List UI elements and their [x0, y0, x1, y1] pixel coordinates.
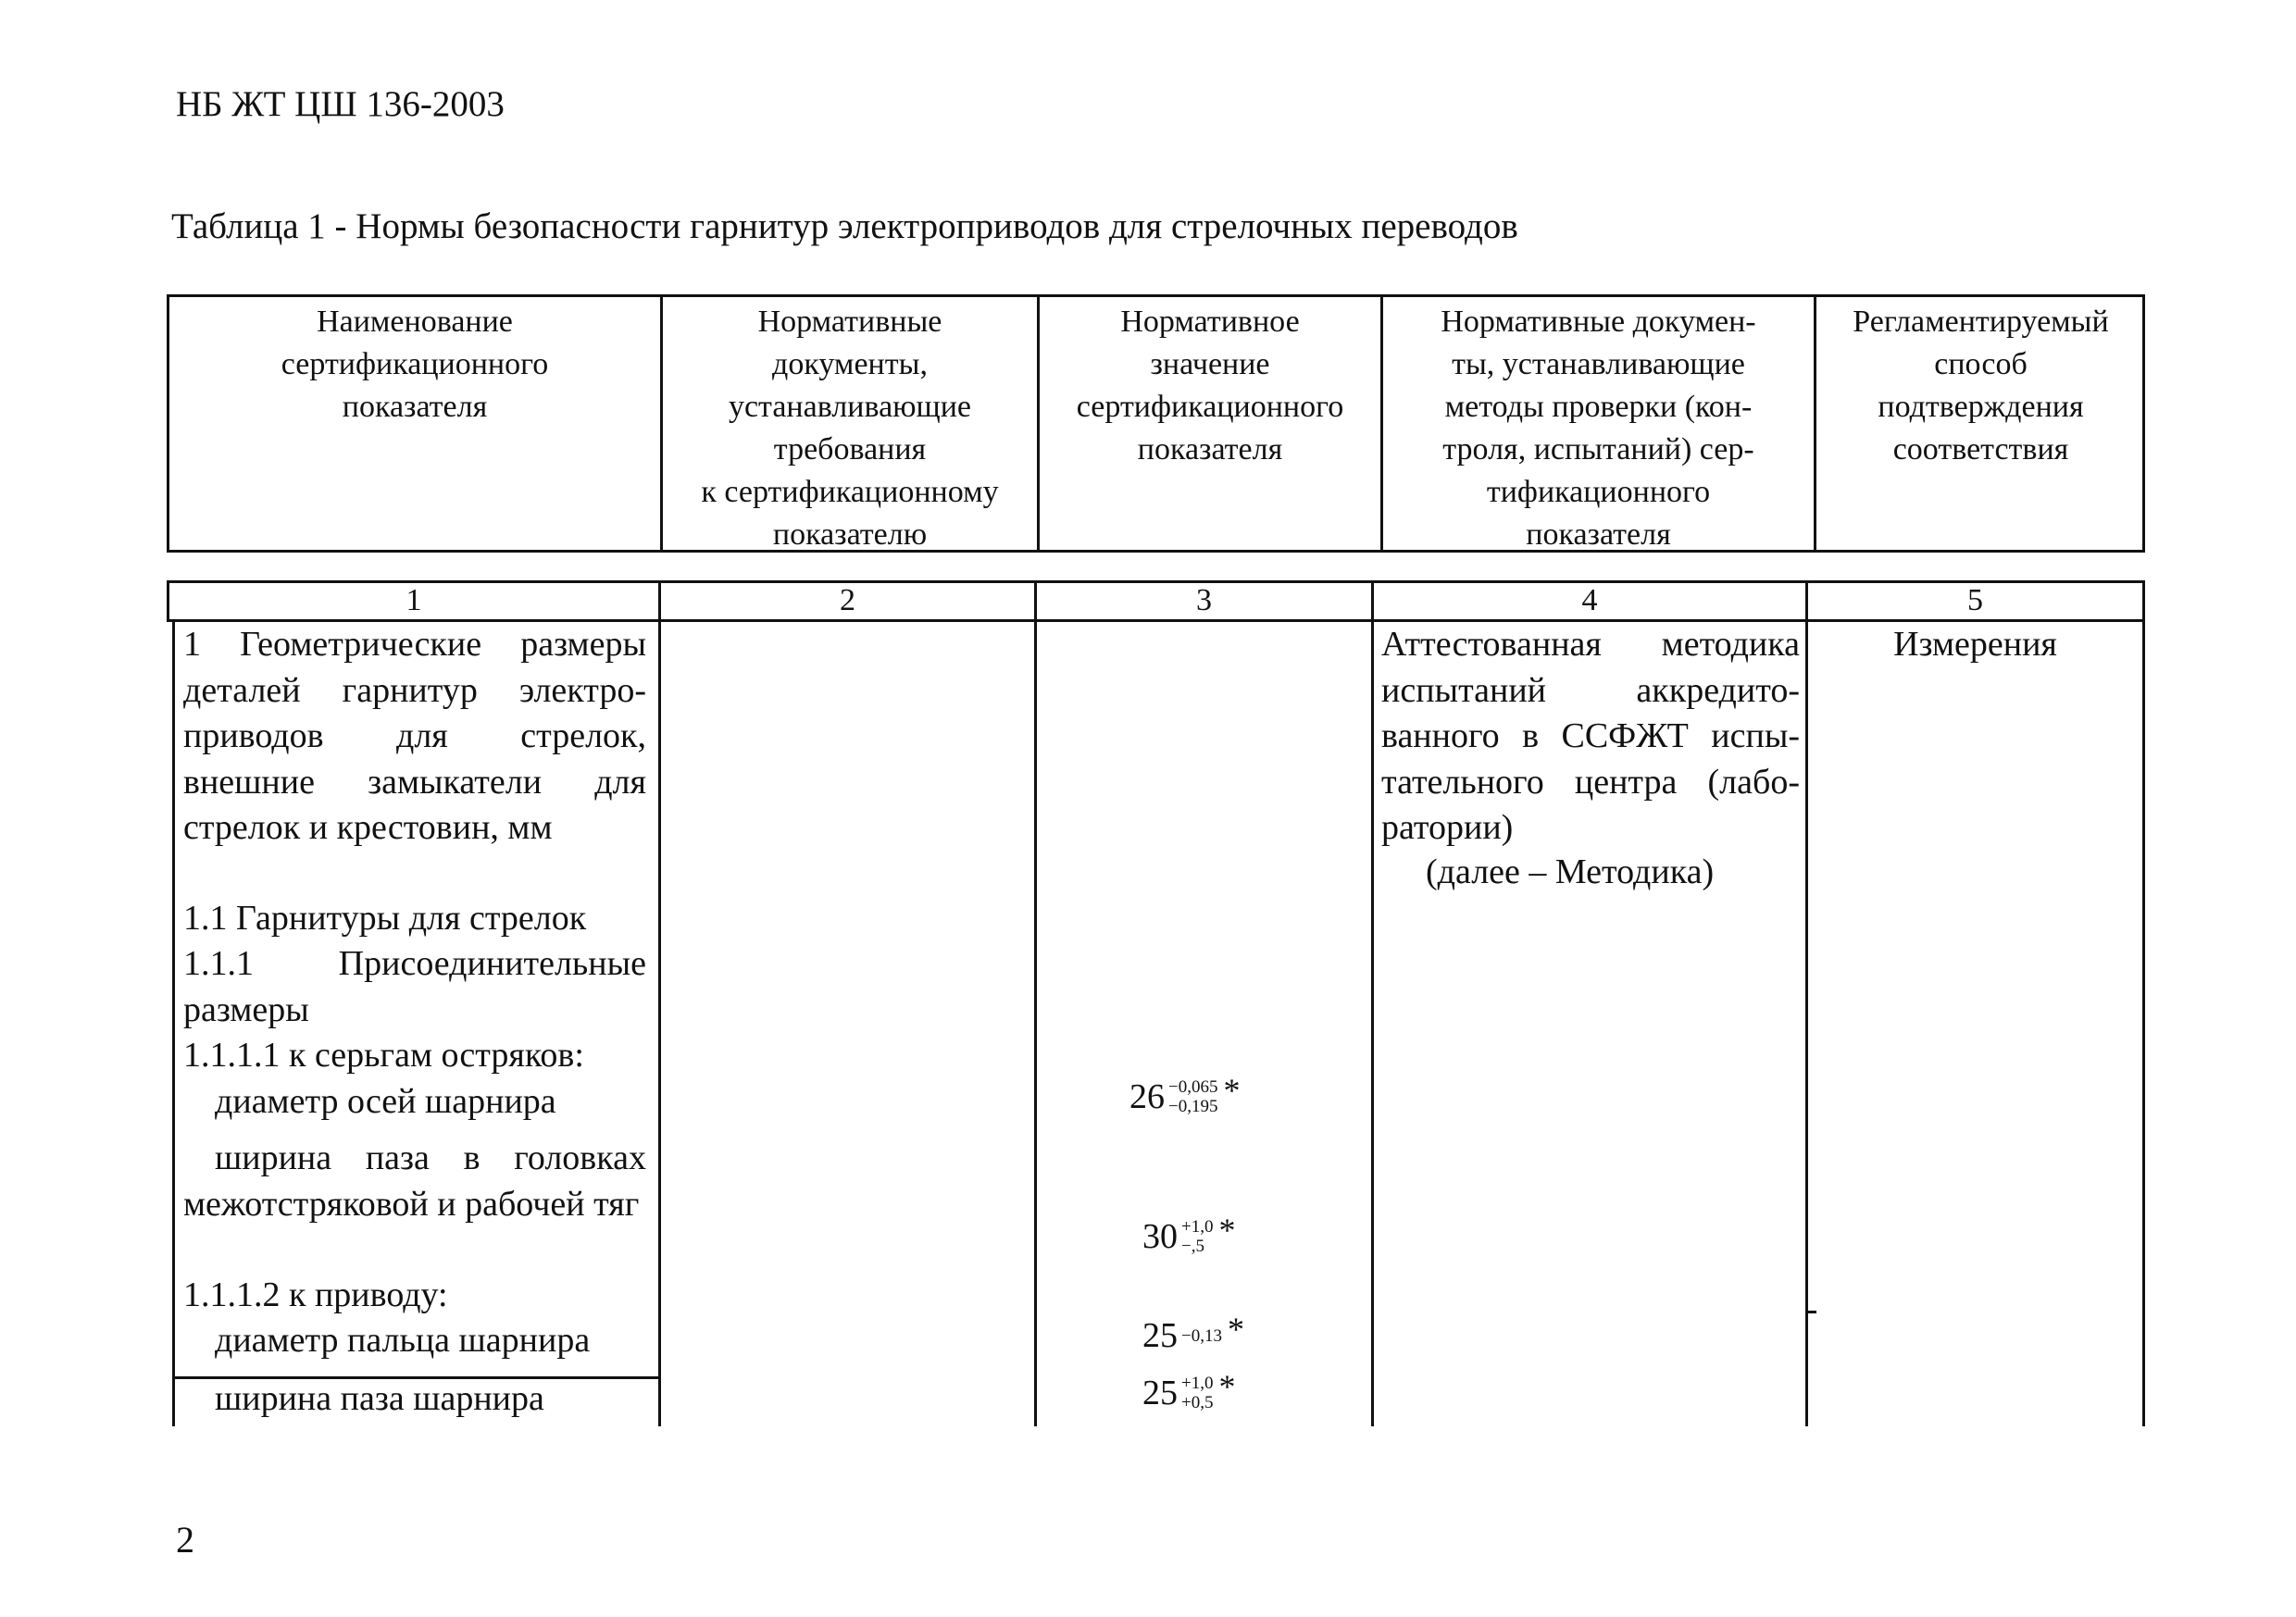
column-divider: [1034, 580, 1037, 1426]
confirmation-method: Измерения: [1893, 625, 2057, 664]
table-caption: Таблица 1 - Нормы безопасности гарнитур электроприводов для стрелочных переводов: [171, 206, 1518, 246]
section-1-1-1-title: 1.1.1 Присоединительные размеры: [183, 944, 646, 1029]
test-method-note: (далее – Методика): [1426, 852, 1715, 891]
column-divider: [658, 580, 661, 1426]
slot-width-hinge-label: ширина паза шарнира: [215, 1379, 544, 1418]
finger-diameter-label: диаметр пальца шарнира: [215, 1321, 591, 1360]
slot-width-heads-label: ширина паза в головках межотстряковой и рабочей тяг: [183, 1138, 646, 1224]
header-cell-requirements-docs: Нормативные документы, устанавливающие требования к сертификационному показателю: [701, 305, 999, 552]
test-method-text: Аттестованная методика испытаний аккредито-ванного в ССФЖТ испы-тательного центра (лабо-ратории): [1381, 625, 1800, 847]
slot-width-heads-value: 30 +1,0 −,5 *: [1142, 1212, 1236, 1257]
header-cell-method-docs: Нормативные докумен- ты, устанавливающие методы проверки (кон- троля, испытаний) сер- тификационного показателя: [1441, 305, 1756, 552]
column-number: 1: [406, 583, 422, 617]
section-1-1-title: 1.1 Гарнитуры для стрелок: [183, 899, 587, 938]
column-divider: [1371, 580, 1374, 1426]
header-cell-name: Наименование сертификационного показателя: [281, 305, 549, 424]
column-number: 3: [1196, 583, 1212, 617]
column-number: 5: [1967, 583, 1983, 617]
column-divider: [1805, 580, 1808, 1426]
header-divider: [1037, 297, 1040, 550]
section-1-1-1-1-title: 1.1.1.1 к серьгам остряков:: [183, 1036, 584, 1075]
column-number: 4: [1581, 583, 1598, 617]
table-header: [167, 294, 2145, 553]
header-divider: [1380, 297, 1383, 550]
header-cell-normative-value: Нормативное значение сертификационного показателя: [1076, 305, 1344, 466]
page-number: 2: [176, 1519, 194, 1561]
header-divider: [660, 297, 663, 550]
header-divider: [1814, 297, 1816, 550]
body-left-border: [172, 619, 175, 1426]
finger-diameter-value: 25 −0,13 *: [1142, 1311, 1244, 1356]
axis-diameter-value: 26 −0,065 −0,195 *: [1129, 1072, 1241, 1117]
section-1-1-1-2-title: 1.1.1.2 к приводу:: [183, 1275, 448, 1314]
axis-diameter-label: диаметр осей шарнира: [215, 1082, 556, 1121]
body-right-border: [2142, 580, 2145, 1426]
slot-width-hinge-value: 25 +1,0 +0,5 *: [1142, 1368, 1236, 1413]
document-code: НБ ЖТ ЦШ 136-2003: [176, 84, 505, 124]
header-cell-confirmation: Регламентируемый способ подтверждения соответствия: [1853, 305, 2109, 466]
section-1-title: 1 Геометрические размеры деталей гарнитур электро-приводов для стрелок, внешние замыкатели для стрелок и крестовин, мм: [183, 625, 646, 847]
row-tick: [1805, 1311, 1816, 1313]
column-number: 2: [840, 583, 855, 617]
